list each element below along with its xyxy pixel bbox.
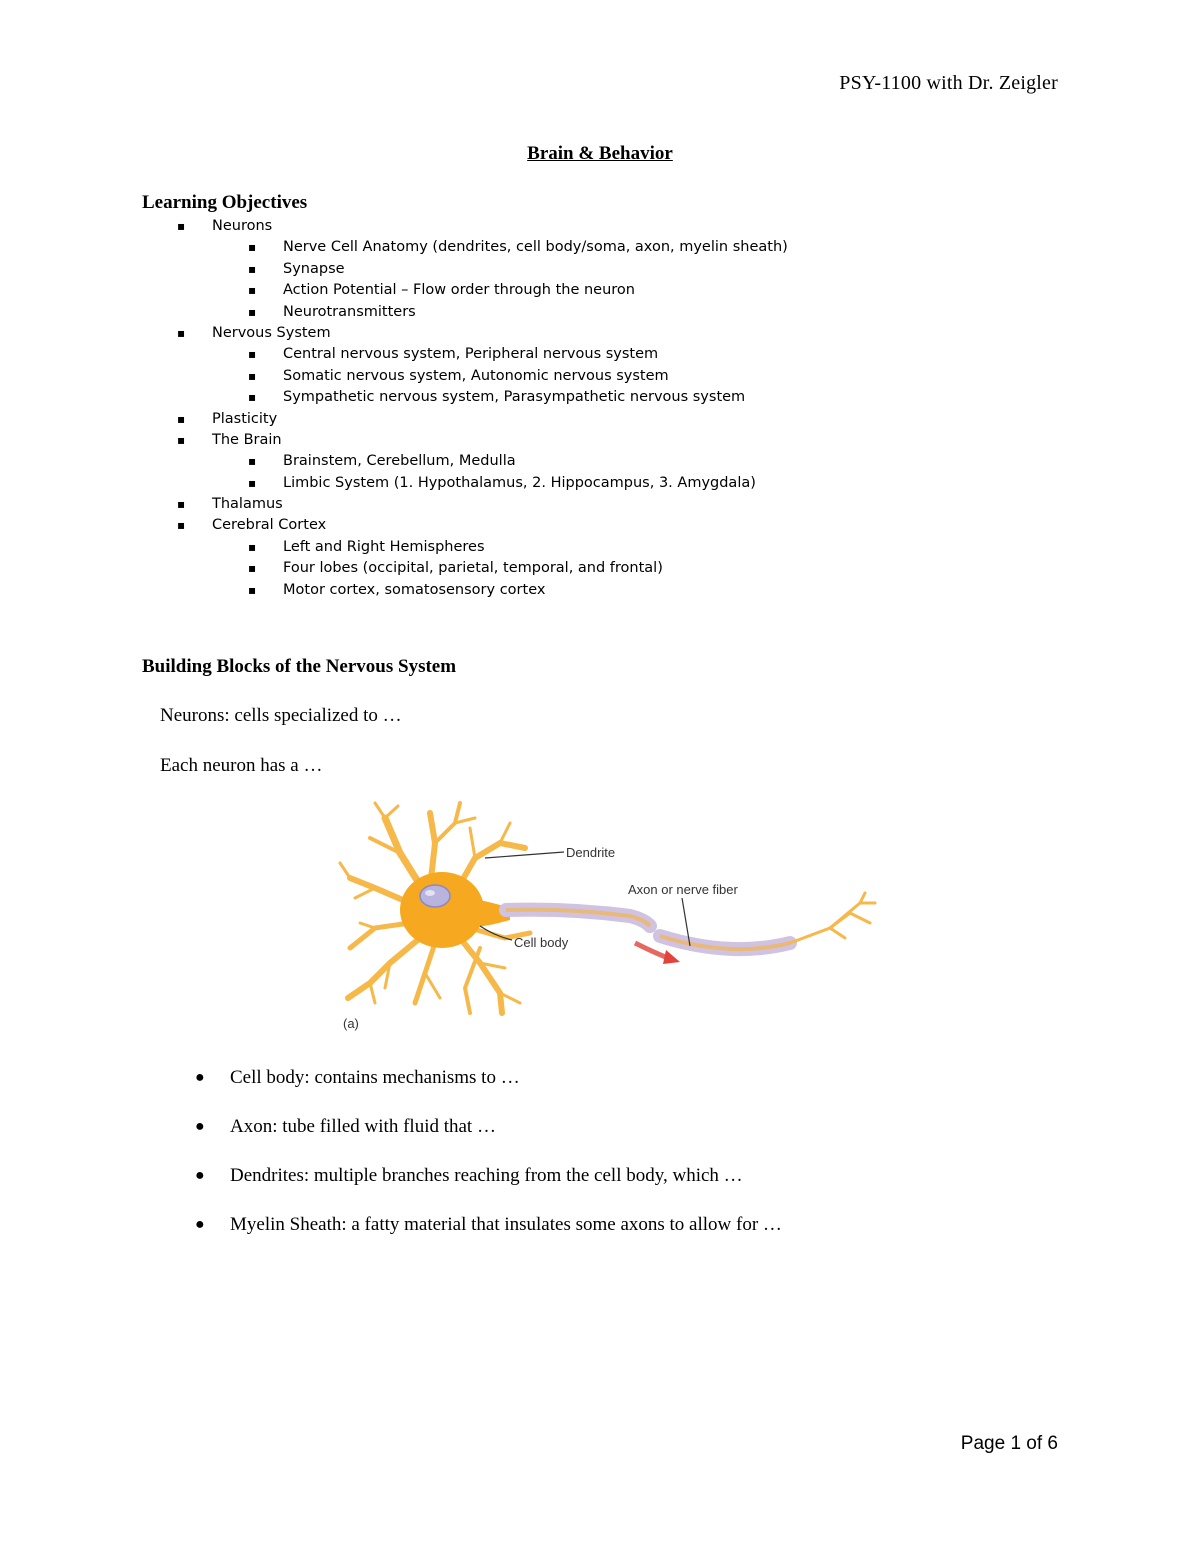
objective-item xyxy=(142,302,1042,323)
objective-text: Somatic nervous system, Autonomic nervous system xyxy=(283,367,669,384)
objective-text: Limbic System (1. Hypothalamus, 2. Hippocampus, 3. Amygdala) xyxy=(283,474,756,491)
objective-text: Brainstem, Cerebellum, Medulla xyxy=(283,453,516,470)
definition-axon: Axon: tube filled with fluid that … xyxy=(230,1116,496,1137)
objective-text: Nerve Cell Anatomy (dendrites, cell body/soma, axon, myelin sheath) xyxy=(283,239,788,256)
objective-text: Sympathetic nervous system, Parasympathetic nervous system xyxy=(283,389,746,406)
panel-label: (a) xyxy=(343,1016,359,1031)
axon-label: Axon or nerve fiber xyxy=(628,882,738,897)
objective-item xyxy=(142,366,1042,387)
objective-text: Motor cortex, somatosensory cortex xyxy=(283,581,546,598)
learning-objectives-heading: Learning Objectives xyxy=(142,192,308,213)
objective-text: Neurons xyxy=(212,218,273,234)
objective-item xyxy=(142,280,1042,301)
bullet-icon: ▪ xyxy=(248,368,257,383)
dendrite-label: Dendrite xyxy=(566,845,616,860)
objective-text: Central nervous system, Peripheral nervous system xyxy=(283,346,659,363)
bullet-icon: ▪ xyxy=(177,518,186,533)
bullet-icon: ▪ xyxy=(177,411,186,426)
objective-item xyxy=(142,430,1042,451)
bullet-icon: ▪ xyxy=(248,475,257,490)
objective-item xyxy=(142,515,1042,536)
bullet-icon: ● xyxy=(195,1216,205,1233)
bullet-icon: ▪ xyxy=(177,432,186,447)
learning-objectives-list xyxy=(142,216,1042,601)
objective-item xyxy=(142,451,1042,472)
objective-item xyxy=(142,558,1042,579)
bullet-icon: ▪ xyxy=(177,325,186,340)
bullet-icon: ▪ xyxy=(248,561,257,576)
objective-text: Neurotransmitters xyxy=(283,303,416,320)
nucleus-shape xyxy=(420,885,450,907)
objective-item xyxy=(142,494,1042,515)
neuron-illustration xyxy=(330,798,890,1038)
definition-myelin-sheath: Myelin Sheath: a fatty material that insulates some axons to allow for … xyxy=(230,1214,782,1235)
objective-text: Action Potential – Flow order through the neuron xyxy=(283,282,635,299)
bullet-icon: ● xyxy=(195,1069,205,1086)
cell-body-label: Cell body xyxy=(514,935,569,950)
bullet-icon: ▪ xyxy=(248,454,257,469)
objective-text: Plasticity xyxy=(212,410,278,427)
definition-cell-body: Cell body: contains mechanisms to … xyxy=(230,1067,520,1088)
building-blocks-heading: Building Blocks of the Nervous System xyxy=(142,656,457,677)
neuron-diagram xyxy=(330,798,890,1038)
objective-text: Synapse xyxy=(283,260,345,277)
objective-item xyxy=(142,387,1042,408)
objective-text: Left and Right Hemispheres xyxy=(283,538,485,555)
neurons-intro-line: Neurons: cells specialized to … xyxy=(160,705,402,726)
objective-text: The Brain xyxy=(212,431,282,448)
objective-item xyxy=(142,473,1042,494)
objective-item xyxy=(142,537,1042,558)
objective-text: Nervous System xyxy=(212,324,331,341)
objective-item xyxy=(142,259,1042,280)
objective-item xyxy=(142,580,1042,601)
bullet-icon: ▪ xyxy=(248,240,257,255)
page-header-course: PSY-1100 with Dr. Zeigler xyxy=(839,72,1058,94)
objective-text: Thalamus xyxy=(212,496,283,513)
bullet-icon: ▪ xyxy=(248,304,257,319)
bullet-icon: ▪ xyxy=(248,390,257,405)
bullet-icon: ▪ xyxy=(177,497,186,512)
document-title: Brain & Behavior xyxy=(527,143,673,164)
bullet-icon: ▪ xyxy=(248,261,257,276)
objective-item xyxy=(142,409,1042,430)
page-number: Page 1 of 6 xyxy=(960,1433,1058,1454)
objective-item xyxy=(142,237,1042,258)
objective-item xyxy=(142,216,1042,237)
bullet-icon: ● xyxy=(195,1167,205,1184)
bullet-icon: ● xyxy=(195,1118,205,1135)
bullet-icon: ▪ xyxy=(248,283,257,298)
objective-text: Cerebral Cortex xyxy=(212,517,327,534)
bullet-icon: ▪ xyxy=(248,539,257,554)
bullet-icon: ▪ xyxy=(248,347,257,362)
objective-item xyxy=(142,344,1042,365)
objective-item xyxy=(142,323,1042,344)
definition-dendrites: Dendrites: multiple branches reaching from the cell body, which … xyxy=(230,1165,743,1186)
bullet-icon: ▪ xyxy=(248,582,257,597)
objective-text: Four lobes (occipital, parietal, temporal, and frontal) xyxy=(283,560,663,577)
neuron-has-line: Each neuron has a … xyxy=(160,755,323,776)
bullet-icon: ▪ xyxy=(177,219,186,233)
